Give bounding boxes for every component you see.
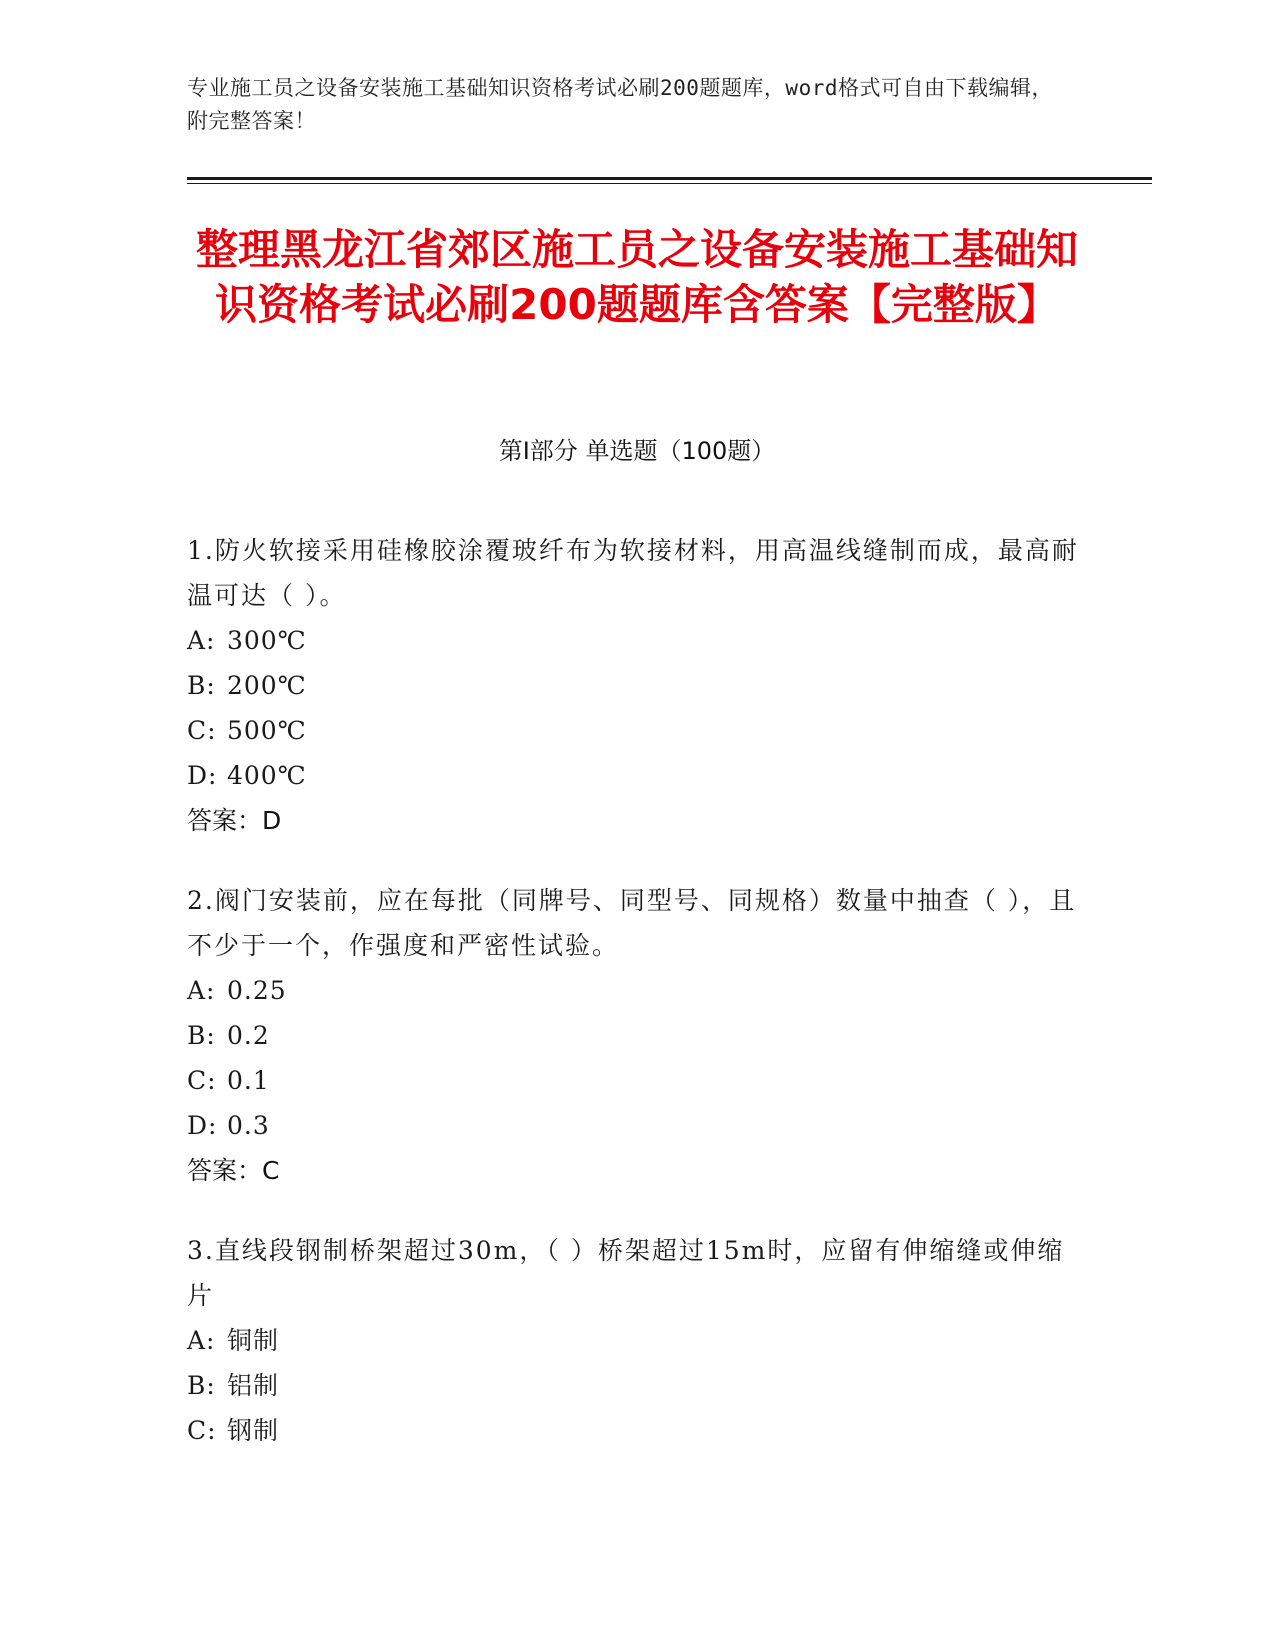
section-heading: 第Ⅰ部分 单选题（100题） [498, 437, 776, 465]
header-note: 专业施工员之设备安装施工基础知识资格考试必刷200题题库，word格式可自由下载编辑，附完整答案！ [187, 76, 1053, 133]
option-d [187, 753, 1087, 798]
option-key: A: [187, 976, 216, 1005]
option-text: 0.2 [227, 1021, 270, 1050]
option-text: 铝制 [227, 1371, 280, 1400]
option-c [187, 1058, 1087, 1103]
question-3 [187, 1228, 1087, 1453]
option-text: 300℃ [227, 626, 307, 655]
option-a [187, 1318, 1087, 1363]
question-stem: 2.阀门安装前，应在每批（同牌号、同型号、同规格）数量中抽查（ ），且不少于一个，作强度和严密性试验。 [187, 886, 1077, 960]
option-key: B: [187, 1021, 216, 1050]
option-d [187, 1103, 1087, 1148]
option-text: 0.1 [227, 1066, 270, 1095]
option-a [187, 618, 1087, 663]
question-answer: 答案：C [187, 1156, 280, 1185]
option-key: A: [187, 626, 216, 655]
question-answer: 答案：D [187, 806, 282, 835]
question-2 [187, 878, 1087, 1193]
option-key: C: [187, 1416, 217, 1445]
option-b [187, 663, 1087, 708]
option-key: D: [187, 1111, 218, 1140]
option-key: B: [187, 1371, 216, 1400]
option-c [187, 1408, 1087, 1453]
option-a [187, 968, 1087, 1013]
option-text: 0.3 [227, 1111, 270, 1140]
option-text: 0.25 [227, 976, 287, 1005]
document-title: 整理黑龙江省郊区施工员之设备安装施工基础知识资格考试必刷200题题库含答案【完整版】 [195, 225, 1078, 329]
option-key: C: [187, 1066, 217, 1095]
header-divider-thick [187, 177, 1152, 180]
option-key: B: [187, 671, 216, 700]
option-text: 铜制 [227, 1326, 280, 1355]
option-text: 500℃ [227, 716, 307, 745]
option-key: D: [187, 761, 218, 790]
question-stem: 1.防火软接采用硅橡胶涂覆玻纤布为软接材料，用高温线缝制而成，最高耐温可达（ ）。 [187, 536, 1079, 610]
option-b [187, 1363, 1087, 1408]
question-stem: 3.直线段钢制桥架超过30m，（ ）桥架超过15m时，应留有伸缩缝或伸缩片 [187, 1236, 1065, 1310]
option-text: 200℃ [227, 671, 307, 700]
question-list [187, 528, 1087, 1488]
option-c [187, 708, 1087, 753]
option-text: 钢制 [227, 1416, 280, 1445]
option-b [187, 1013, 1087, 1058]
option-key: C: [187, 716, 217, 745]
header-divider-thin [187, 183, 1152, 184]
question-1 [187, 528, 1087, 843]
option-text: 400℃ [227, 761, 307, 790]
option-key: A: [187, 1326, 216, 1355]
